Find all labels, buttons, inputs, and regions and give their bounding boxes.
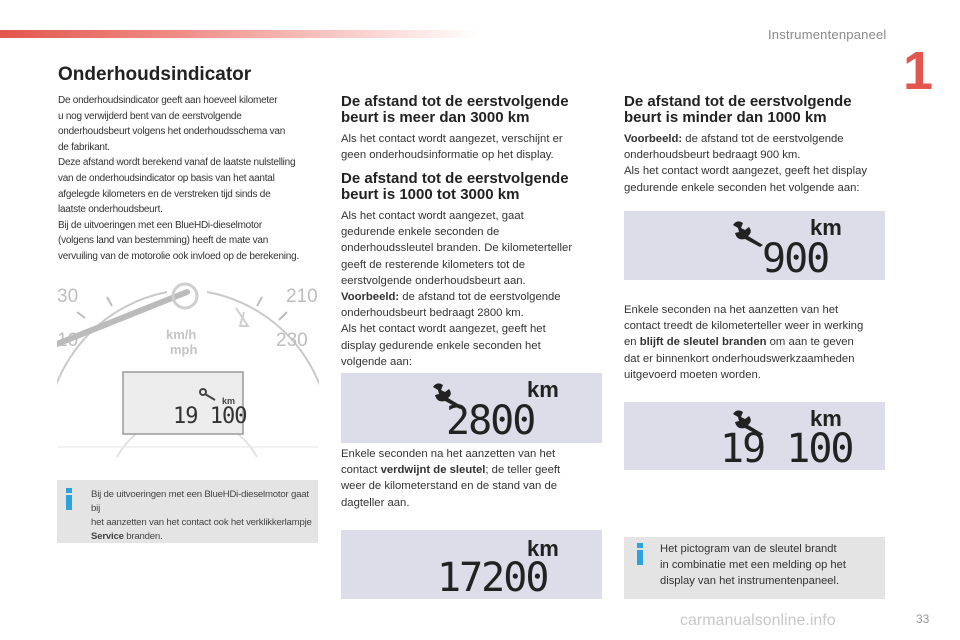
lcd-display-19100 xyxy=(624,402,885,470)
speed-label-230: 230 xyxy=(276,330,308,351)
text-key-stays-lit: Enkele seconden na het aanzetten van het contact treedt de kilometerteller weer in werking en blijft de sleutel branden om aan te geven dat er binnenkort onderhoudswerkzaamheden uitgevoerd moeten worden. xyxy=(624,304,864,381)
info-note-wrench xyxy=(624,537,885,599)
speed-label-10: 10 xyxy=(57,330,79,351)
cluster-lcd-unit: km xyxy=(222,396,236,406)
unit-mph: mph xyxy=(170,342,198,357)
lcd-value: 900 xyxy=(762,236,829,282)
intro-line: de fabrikant. xyxy=(58,141,110,153)
heading-1000-to-3000: De afstand tot de eerstvolgende beurt is 1000 tot 3000 km xyxy=(341,170,569,203)
header-accent-bar xyxy=(0,30,480,38)
lcd-unit: km xyxy=(810,406,842,431)
intro-line: vervuiling van de motorolie ook invloed op de berekening. xyxy=(58,250,299,262)
intro-line: (volgens land van bestemming) heeft de mate van xyxy=(58,235,269,247)
lcd-unit: km xyxy=(810,215,842,240)
speed-label-210: 210 xyxy=(286,286,318,307)
intro-line: u nog verwijderd bent van de eerstvolgende xyxy=(58,110,242,122)
intro-line: Bij de uitvoeringen met een BlueHDi-dieselmotor xyxy=(58,219,262,231)
heading-less-than-1000: De afstand tot de eerstvolgende beurt is minder dan 1000 km xyxy=(624,93,852,126)
info-note-service xyxy=(57,480,318,543)
info-note-text: Bij de uitvoeringen met een BlueHDi-dieselmotor gaat bij het aanzetten van het contact ook het verklikkerlampje Service branden. xyxy=(91,489,312,542)
lcd-display-900 xyxy=(624,211,885,280)
lcd-display-2800 xyxy=(341,373,602,443)
intro-line: afgelegde kilometers en de verstreken tijd sinds de xyxy=(58,188,271,200)
heading-more-than-3000: De afstand tot de eerstvolgende beurt is meer dan 3000 km xyxy=(341,93,569,126)
text-key-disappears: Enkele seconden na het aanzetten van het contact verdwijnt de sleutel; de teller geeft weer de kilometerstand en de stand van de dagteller aan. xyxy=(341,448,561,509)
lcd-unit: km xyxy=(527,536,559,561)
lcd-value: 2800 xyxy=(446,398,535,444)
text-more-than-3000: Als het contact wordt aangezet, verschijnt er geen onderhoudsinformatie op het display. xyxy=(341,133,563,162)
unit-kmh: km/h xyxy=(166,327,197,342)
lcd-value: 19 100 xyxy=(720,426,853,472)
text-less-than-1000: Voorbeeld: de afstand tot de eerstvolgende onderhoudsbeurt bedraagt 900 km. Als het contact wordt aangezet, geeft het display gedurende enkele seconden het volgende aan: xyxy=(624,133,868,194)
info-icon xyxy=(65,488,73,510)
section-label: Instrumentenpaneel xyxy=(768,27,887,42)
page-title: Onderhoudsindicator xyxy=(58,64,252,85)
lcd-value: 17200 xyxy=(437,555,548,601)
intro-line: De onderhoudsindicator geeft aan hoeveel kilometer xyxy=(58,95,278,106)
page-number: 33 xyxy=(916,612,930,626)
speed-label-30: 30 xyxy=(57,286,79,307)
cluster-lcd-value: 19 100 xyxy=(173,404,247,429)
lcd-display-17200 xyxy=(341,530,602,599)
intro-line: Deze afstand wordt berekend vanaf de laatste nulstelling xyxy=(58,157,296,169)
watermark: carmanualsonline.info xyxy=(680,612,836,629)
instrument-cluster-illustration xyxy=(57,282,319,472)
info-note-text: Het pictogram van de sleutel brandt in combinatie met een melding op het display van het instrumentenpaneel. xyxy=(660,543,846,587)
text-1000-to-3000: Als het contact wordt aangezet, gaat gedurende enkele seconden de onderhoudssleutel branden. De kilometerteller geeft de resterende kilometers tot de eerstvolgende onderhoudsbeurt aan. Voorbeeld: de afstand tot de eerstvolgende onderhoudsbeurt bedraagt 2800 km. Als het contact wordt aangezet, geeft het display gedurende enkele seconden het volgende aan: xyxy=(341,210,573,368)
info-icon xyxy=(636,543,644,565)
lcd-unit: km xyxy=(527,377,559,402)
intro-line: onderhoudsbeurt volgens het onderhoudsschema van xyxy=(58,126,286,138)
intro-line: van de onderhoudsindicator op basis van het aantal xyxy=(58,172,275,184)
chapter-number: 1 xyxy=(903,41,934,101)
intro-line: laatste onderhoudsbeurt. xyxy=(58,204,163,216)
intro-text xyxy=(58,93,326,265)
